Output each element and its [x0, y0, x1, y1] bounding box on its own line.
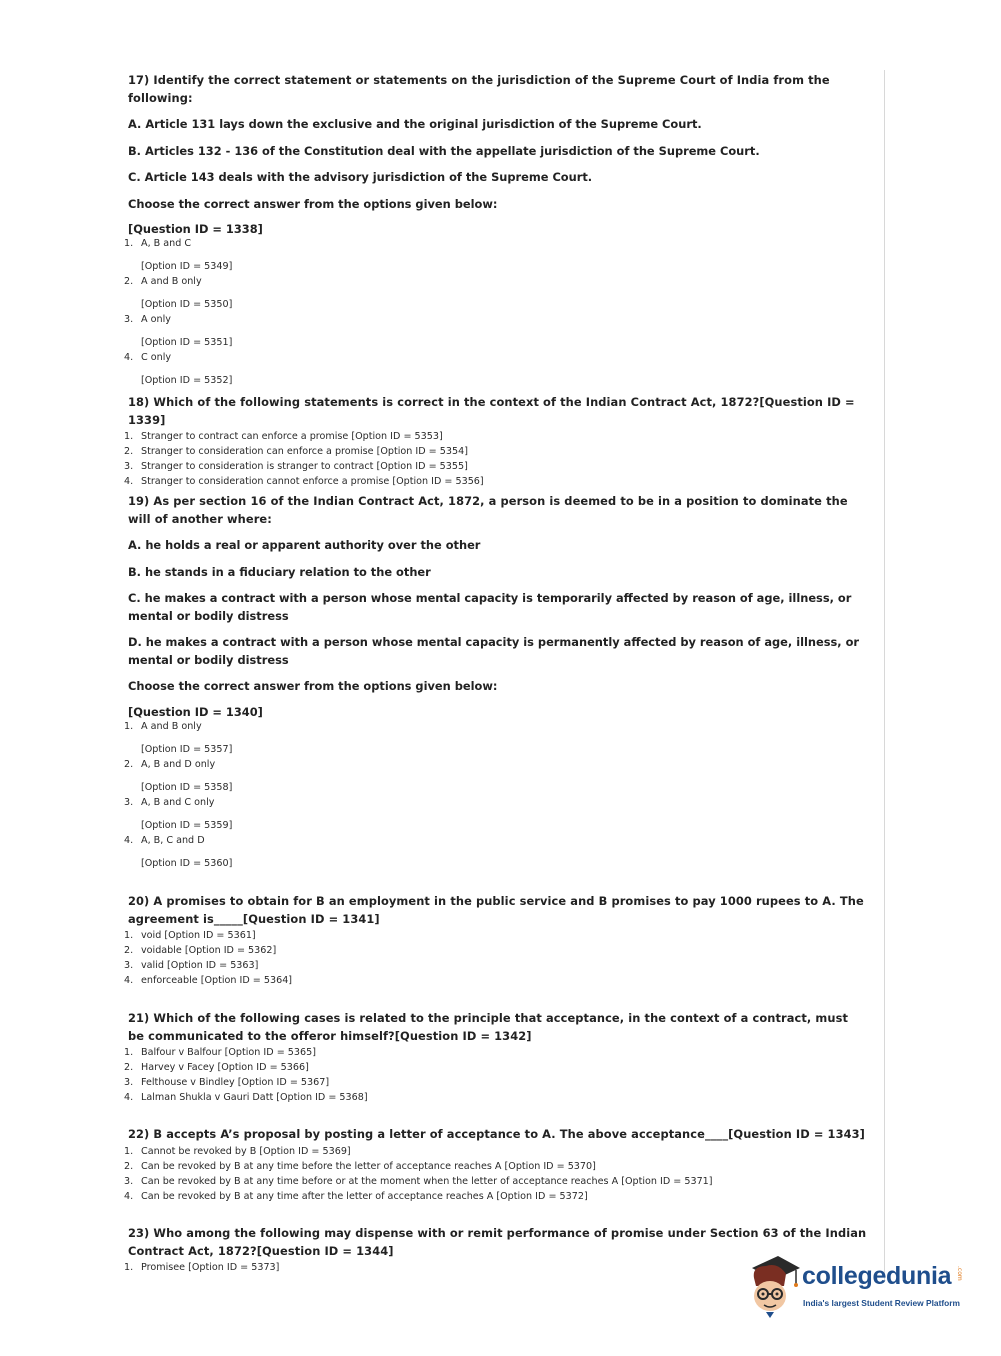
question-text: 18) Which of the following statements is correct in the context of the Indian Contract Act, 1872?[Question ID = 1339] [128, 395, 855, 427]
mascot-icon [744, 1252, 802, 1320]
option-3[interactable]: 3. Can be revoked by B at any time before or at the moment when the letter of acceptance reaches A [Option ID = 5371] [124, 1175, 713, 1187]
option-list [0, 1144, 1001, 1204]
statement-b: B. he stands in a fiduciary relation to the other [128, 564, 431, 579]
option-3[interactable]: 3. valid [Option ID = 5363] [124, 960, 259, 971]
logo-tagline: India's largest Student Review Platform [803, 1298, 960, 1308]
question-text: 21) Which of the following cases is related to the principle that acceptance, in the context of a contract, must be communicated to the offeror himself?[Question ID = 1342] [128, 1011, 849, 1043]
option-2[interactable]: 2. Can be revoked by B at any time before the letter of acceptance reaches A [Option ID = 5370] [124, 1160, 596, 1172]
option-1[interactable]: 1. Balfour v Balfour [Option ID = 5365] [124, 1047, 316, 1058]
question-text: 22) B accepts A’s proposal by posting a letter of acceptance to A. The above acceptance____[Question ID = 1343] [128, 1127, 865, 1141]
question-id: [Question ID = 1338] [128, 222, 263, 236]
statement-a: A. Article 131 lays down the exclusive and the original jurisdiction of the Supreme Court. [128, 117, 702, 131]
question-text: 19) As per section 16 of the Indian Contract Act, 1872, a person is deemed to be in a position to dominate the will of another where: [128, 494, 848, 526]
question-id: [Question ID = 1340] [128, 704, 263, 719]
instruction: Choose the correct answer from the options given below: [128, 196, 498, 211]
question-18 [0, 394, 1001, 489]
option-4[interactable]: 4. A, B, C and D [Option ID = 5360] [124, 834, 233, 869]
logo-suffix: .com [956, 1266, 963, 1281]
option-4[interactable]: 4. C only [Option ID = 5352] [124, 352, 233, 386]
option-list [0, 429, 1001, 489]
question-22 [0, 1126, 1001, 1204]
option-3[interactable]: 3. A, B and C only [Option ID = 5359] [124, 796, 233, 831]
option-list [0, 719, 1001, 871]
option-2[interactable]: 2. Stranger to consideration can enforce a promise [Option ID = 5354] [124, 446, 468, 457]
option-1[interactable]: 1. Cannot be revoked by B [Option ID = 5369] [124, 1145, 351, 1157]
question-21 [0, 1010, 1001, 1105]
option-2[interactable]: 2. A and B only [Option ID = 5350] [124, 276, 233, 310]
logo-wordmark: collegedunia [802, 1262, 952, 1290]
statement-a: A. he holds a real or apparent authority over the other [128, 538, 481, 552]
option-3[interactable]: 3. Stranger to consideration is stranger to contract [Option ID = 5355] [124, 461, 468, 472]
question-19 [0, 493, 1001, 871]
question-20 [0, 893, 1001, 988]
option-2[interactable]: 2. Harvey v Facey [Option ID = 5366] [124, 1062, 309, 1073]
option-2[interactable]: 2. A, B and D only [Option ID = 5358] [124, 758, 233, 793]
statement-b: B. Articles 132 - 136 of the Constitution deal with the appellate jurisdiction of the Supreme Court. [128, 143, 760, 158]
option-3[interactable]: 3. A only [Option ID = 5351] [124, 314, 233, 348]
instruction: Choose the correct answer from the options given below: [128, 679, 498, 693]
question-text: 17) Identify the correct statement or statements on the jurisdiction of the Supreme Court of India from the following: [128, 73, 830, 105]
option-3[interactable]: 3. Felthouse v Bindley [Option ID = 5367] [124, 1077, 330, 1088]
option-list [0, 928, 1001, 988]
option-4[interactable]: 4. Lalman Shukla v Gauri Datt [Option ID = 5368] [124, 1092, 368, 1103]
statement-c: C. Article 143 deals with the advisory jurisdiction of the Supreme Court. [128, 170, 593, 184]
option-list [0, 236, 1001, 388]
statement-d: D. he makes a contract with a person whose mental capacity is permanently affected by reason of age, illness, or mental or bodily distress [128, 635, 860, 667]
option-1[interactable]: 1. Stranger to contract can enforce a promise [Option ID = 5353] [124, 431, 443, 442]
collegedunia-logo[interactable] [744, 1252, 974, 1320]
statement-c: C. he makes a contract with a person whose mental capacity is temporarily affected by reason of age, illness, or mental or bodily distress [128, 591, 852, 623]
option-4[interactable]: 4. Can be revoked by B at any time after the letter of acceptance reaches A [Option ID = 5372] [124, 1190, 588, 1202]
option-1[interactable]: 1. void [Option ID = 5361] [124, 930, 256, 941]
option-2[interactable]: 2. voidable [Option ID = 5362] [124, 945, 277, 956]
question-text: 20) A promises to obtain for B an employment in the public service and B promises to pay 1000 rupees to A. The agreement is_____[Question ID = 1341] [128, 894, 864, 926]
question-17 [0, 72, 1001, 388]
option-4[interactable]: 4. enforceable [Option ID = 5364] [124, 975, 293, 986]
option-4[interactable]: 4. Stranger to consideration cannot enforce a promise [Option ID = 5356] [124, 476, 484, 487]
option-list [0, 1045, 1001, 1105]
option-1[interactable]: 1. A, B and C [Option ID = 5349] [124, 238, 233, 272]
question-text: 23) Who among the following may dispense with or remit performance of promise under Section 63 of the Indian Contract Act, 1872?[Question ID = 1344] [128, 1226, 867, 1258]
option-1[interactable]: 1. Promisee [Option ID = 5373] [124, 1262, 280, 1273]
option-1[interactable]: 1. A and B only [Option ID = 5357] [124, 720, 233, 755]
